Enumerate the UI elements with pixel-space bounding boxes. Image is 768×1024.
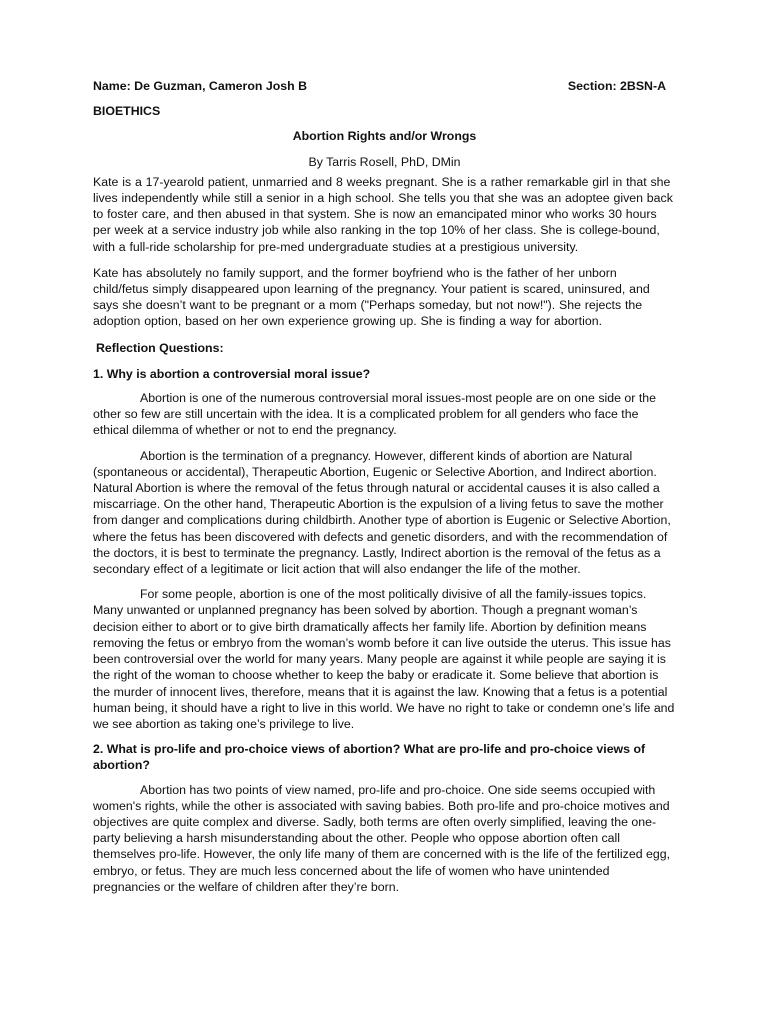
- article-title: Abortion Rights and/or Wrongs: [292, 129, 477, 144]
- q1-answer-paragraph-3: For some people, abortion is one of the most politically divisive of all the family-issues topics. Many unwanted or unplanned pregnancy has been solved by abortion. Though a pregnant woman’s decision either to abort or to give birth dramatically affects her family life. Abortion by definition means removing the fetus or embryo from the woman’s womb before it can live outside the uterus. This issue has been controversial over the world for many years. Many people are against it while people are saying it is the right of the woman to choose whether to keep the baby or eradicate it. Some believe that abortion is the murder of innocent lives, therefore, means that it is against the law. Knowing that a fetus is a potential human being, it should have a right to live in this world. We have no right to take or condemn one’s life and we see abortion as taking one’s privilege to live.: [93, 587, 675, 731]
- q2-answer-paragraph-1: Abortion has two points of view named, pro-life and pro-choice. One side seems occupied with women's rights, while the other is associated with saving babies. Both pro-life and pro-choice motives and objectives are quite complex and diverse. Sadly, both terms are often overly simplified, leaving the one-party believing a harsh misunderstanding about the other. People who oppose abortion often call themselves pro-life. However, the only life many of them are concerned with is the life of the fertilized egg, embryo, or fetus. They are much less concerned about the life of women who have unintended pregnancies or the welfare of children after they’re born.: [93, 782, 671, 894]
- q1-answer-paragraph-1: Abortion is one of the numerous controversial moral issues-most people are on one side or the other so few are still uncertain with the idea. It is a complicated problem for all genders who face the ethical dilemma of whether or not to end the pregnancy.: [93, 391, 656, 438]
- student-name: Name: De Guzman, Cameron Josh B: [93, 79, 308, 93]
- article-byline: By Tarris Rosell, PhD, DMin: [308, 154, 461, 169]
- question-1: 1. Why is abortion a controversial moral issue?: [93, 366, 371, 381]
- case-paragraph-1: Kate is a 17-yearold patient, unmarried and 8 weeks pregnant. She is a rather remarkable girl in that she lives independently while still a senior in a high school. She tells you that she was an adoptee given back to foster care, and then abused in that system. She is now an emancipated minor who works 30 hours per week at a service industry job while also ranking in the top 10% of her class. She is college-bound, with a full-ride scholarship for pre-med undergraduate studies at a prestigious university.: [93, 174, 673, 254]
- question-2: 2. What is pro-life and pro-choice views of abortion? What are pro-life and pro-choice views of abortion?: [93, 742, 646, 773]
- student-section: Section: 2BSN-A: [567, 79, 666, 93]
- header-row: [93, 78, 676, 94]
- case-paragraph-2: Kate has absolutely no family support, and the former boyfriend who is the father of her unborn child/fetus simply disappeared upon learning of the pregnancy. Your patient is scared, uninsured, and says she doesn’t want to be pregnant or a mom ("Perhaps someday, but not now!"). She rejects the adoption option, based on her own experience growing up. She is finding a way for abortion.: [93, 265, 650, 329]
- q1-answer-paragraph-2: Abortion is the termination of a pregnancy. However, different kinds of abortion are Natural (spontaneous or accidental), Therapeutic Abortion, Eugenic or Selective Abortion, and Indirect abortion. Natural Abortion is where the removal of the fetus through natural or accidental causes it is also called a miscarriage. On the other hand, Therapeutic Abortion is the expulsion of a living fetus to save the mother from danger and complications during childbirth. Another type of abortion is Eugenic or Selective Abortion, where the fetus has been discovered with defects and genetic disorders, and with the recommendation of the doctors, it is best to terminate the pregnancy. Lastly, Indirect abortion is the removal of the fetus as a secondary effect of a legitimate or licit action that will also endanger the life of the mother.: [93, 448, 671, 577]
- subject-heading: BIOETHICS: [93, 104, 161, 119]
- reflection-questions-label: Reflection Questions:: [96, 340, 224, 355]
